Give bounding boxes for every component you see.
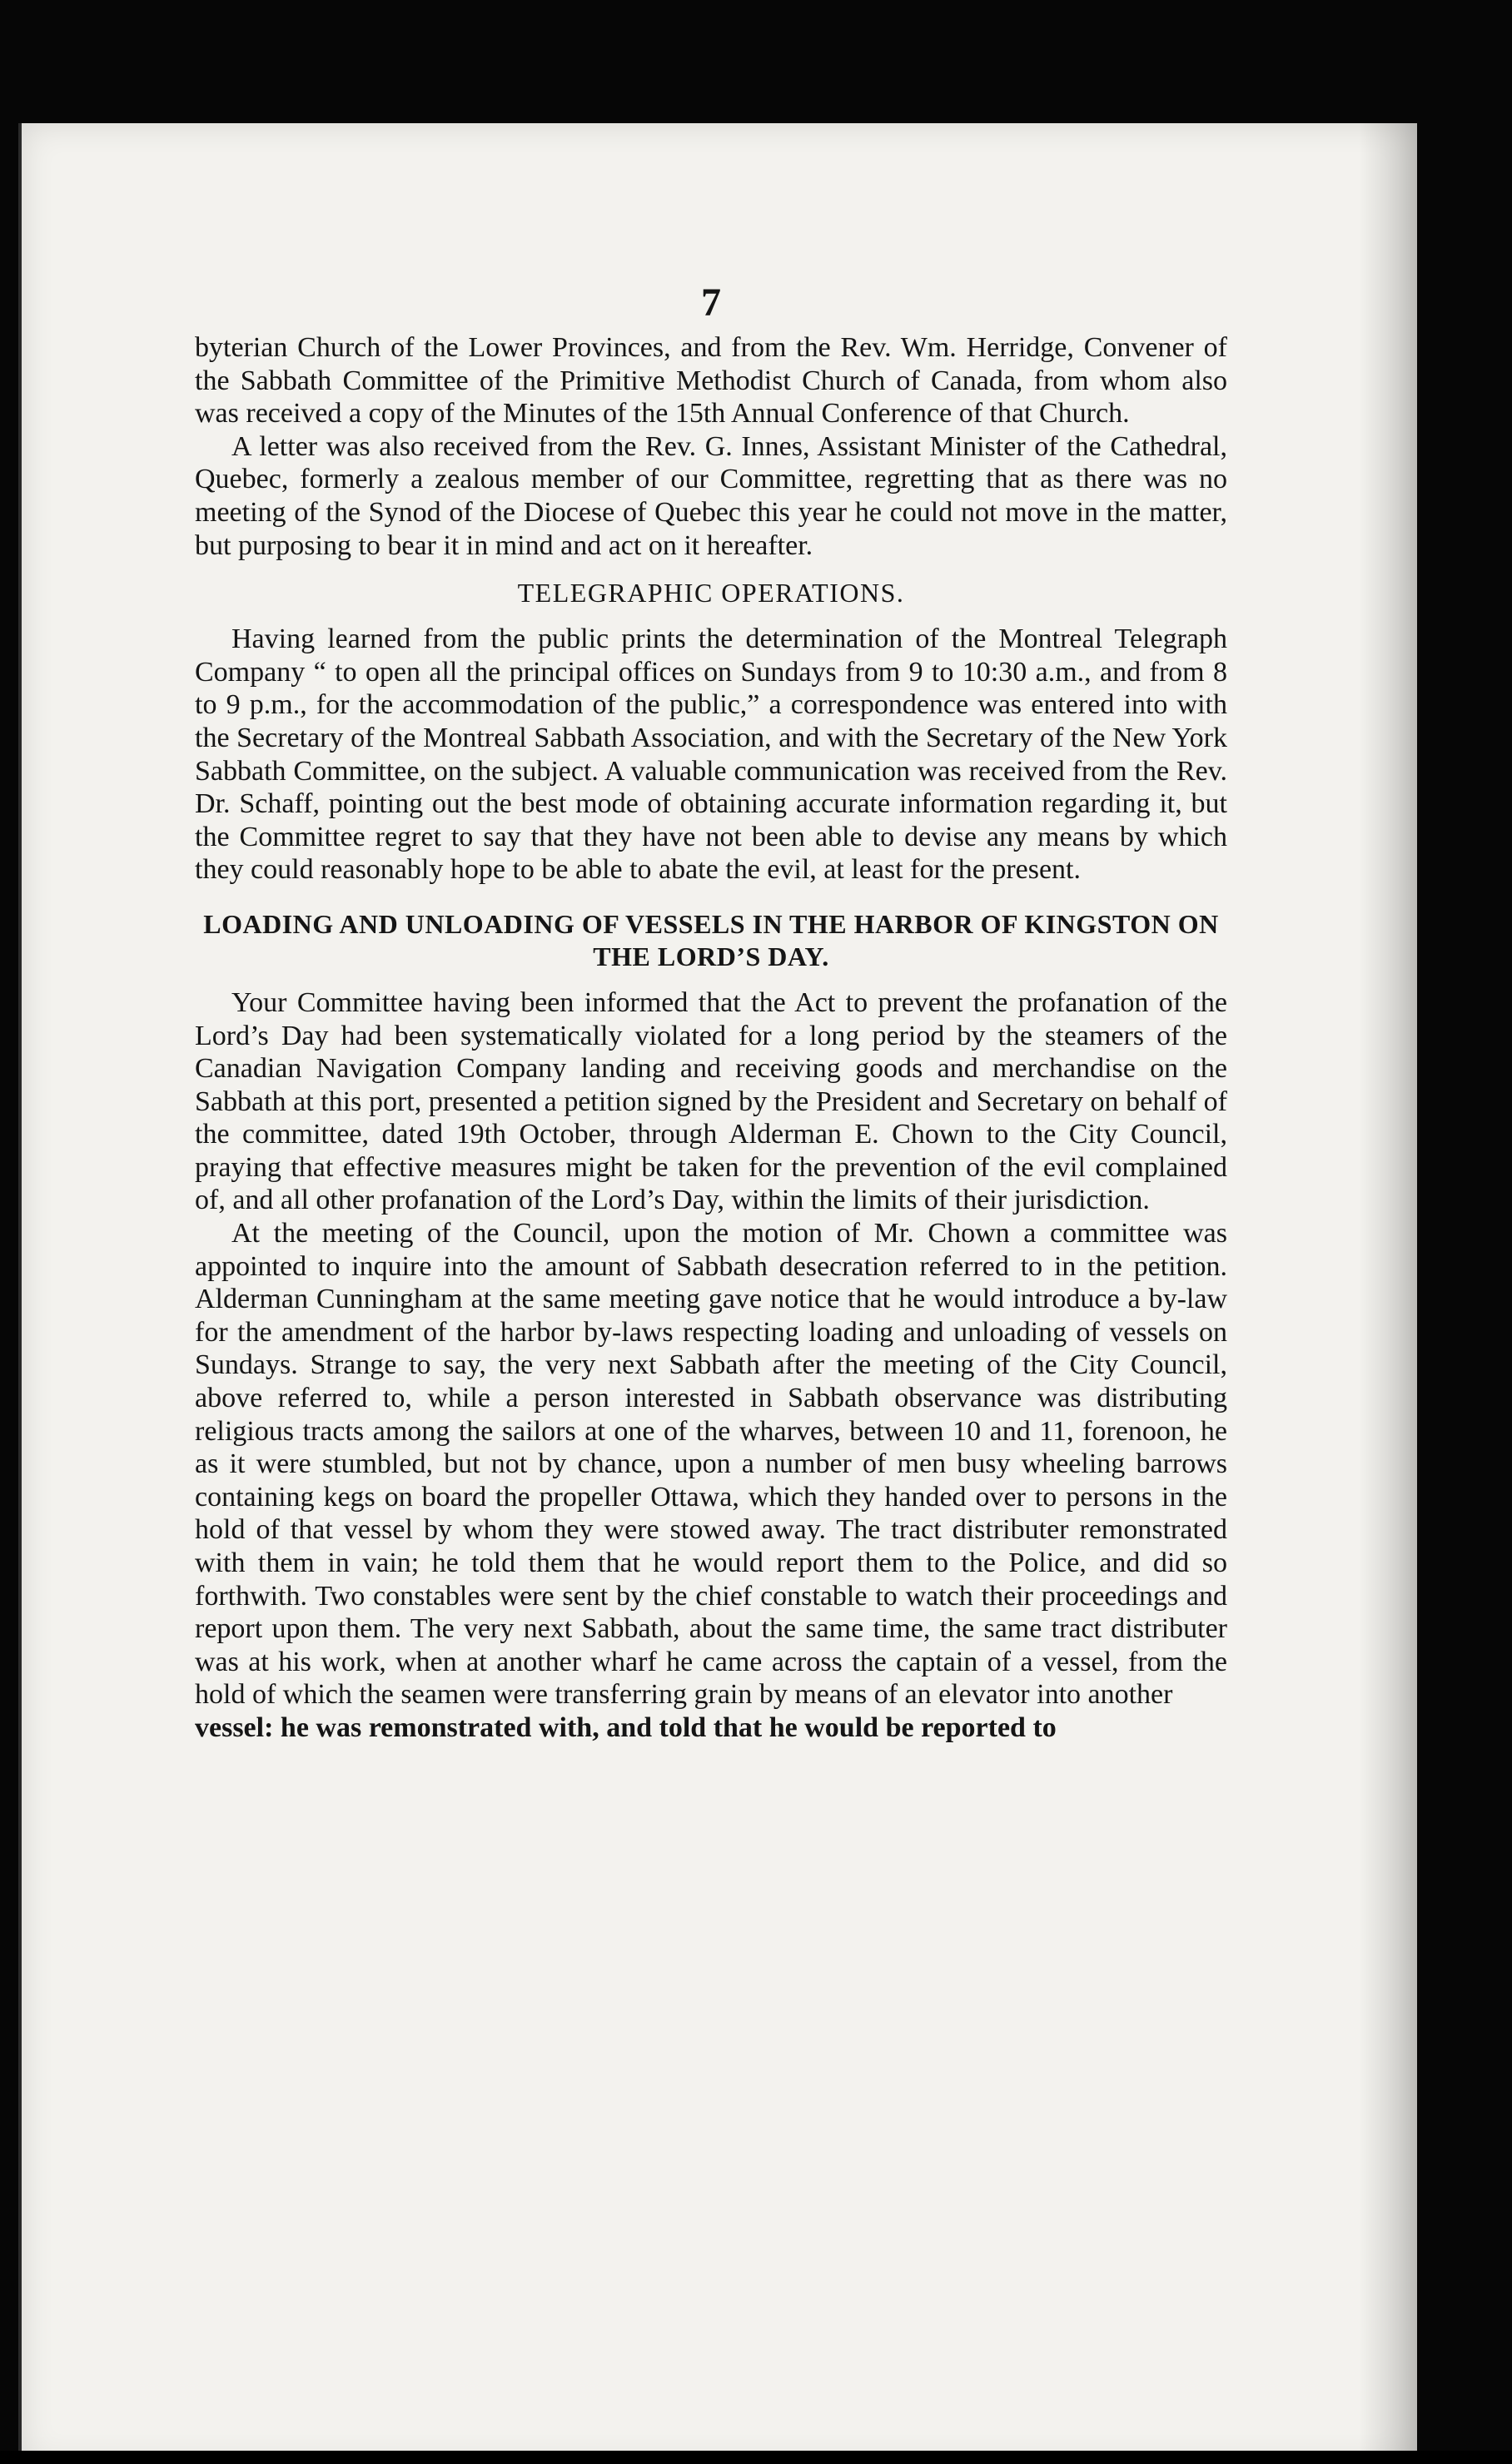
heading-telegraphic-operations: TELEGRAPHIC OPERATIONS. (517, 578, 905, 609)
council-paragraph: At the meeting of the Council, upon the motion of Mr. Chown a committee was appointed to inquire into the amount of Sabbath desecration referred to in the petition. Alderman Cunningham at the same meeting gave notice that he would introduce a by-law for the amendment of the harbor by-laws respecting loading and unloading of vessels on Sundays. Strange to say, the very next Sabbath after the meeting of the City Council, above referred to, while a person interested in Sabbath observance was distributing religious tracts among the sailors at one of the wharves, between 10 and 11, forenoon, he as it were stumbled, but not by chance, upon a number of men busy wheeling barrows containing kegs on board the propeller Ottawa, which they handed over to persons in the hold of that vessel by whom they were stowed away. The tract distributer remonstrated with them in vain; he told them that he would report them to the Police, and did so forthwith. Two constables were sent by the chief constable to watch their proceedings and report upon them. The very next Sabbath, about the same time, the same tract distributer was at his work, when at another wharf he came across the captain of a vessel, from the hold of which the seamen were transferring grain by means of an elevator into another (195, 1218, 1227, 1711)
last-line: vessel: he was remonstrated with, and told that he would be reported to (195, 1711, 1057, 1743)
page-number: 7 (701, 281, 721, 325)
heading-loading-unloading: LOADING AND UNLOADING OF VESSELS IN THE HARBOR OF KINGSTON ON THE LORD’S DAY. (203, 908, 1219, 971)
page-text (195, 283, 1227, 1745)
book-page (18, 123, 1417, 2464)
telegraphic-paragraph: Having learned from the public prints the determination of the Montreal Telegraph Company “ to open all the principal offices on Sundays from 9 to 10:30 a.m., and from 8 to 9 p.m., for the accommodation of the public,” a correspondence was entered into with the Secretary of the Montreal Sabbath Association, and with the Secretary of the New York Sabbath Committee, on the subject. A valuable communication was received from the Rev. Dr. Schaff, pointing out the best mode of obtaining accurate information regarding it, but the Committee regret to say that they have not been able to devise any means by which they could reasonably hope to be able to abate the evil, at least for the present. (195, 623, 1227, 886)
scan-bottom-edge (0, 2451, 1512, 2464)
loading-paragraph: Your Committee having been informed that the Act to prevent the profanation of the Lord’s Day had been systematically violated for a long period by the steamers of the Canadian Navigation Company landing and receiving goods and merchandise on the Sabbath at this port, presented a petition signed by the President and Secretary on behalf of the committee, dated 19th October, through Alderman E. Chown to the City Council, praying that effective measures might be taken for the prevention of the evil complained of, and all other profanation of the Lord’s Day, within the limits of their jurisdiction. (195, 986, 1227, 1216)
continuation-paragraph: byterian Church of the Lower Provinces, and from the Rev. Wm. Herridge, Convener of the Sabbath Committee of the Primitive Methodist Church of Canada, from whom also was received a copy of the Minutes of the 15th Annual Conference of that Church. (195, 332, 1227, 430)
letter-paragraph: A letter was also received from the Rev. G. Innes, Assistant Minister of the Cathedral, Quebec, formerly a zealous member of our Committee, regretting that as there was no meeting of the Synod of the Diocese of Quebec this year he could not move in the matter, but purposing to bear it in mind and act on it hereafter. (195, 430, 1227, 561)
page-edge-shadow (1359, 123, 1417, 2464)
